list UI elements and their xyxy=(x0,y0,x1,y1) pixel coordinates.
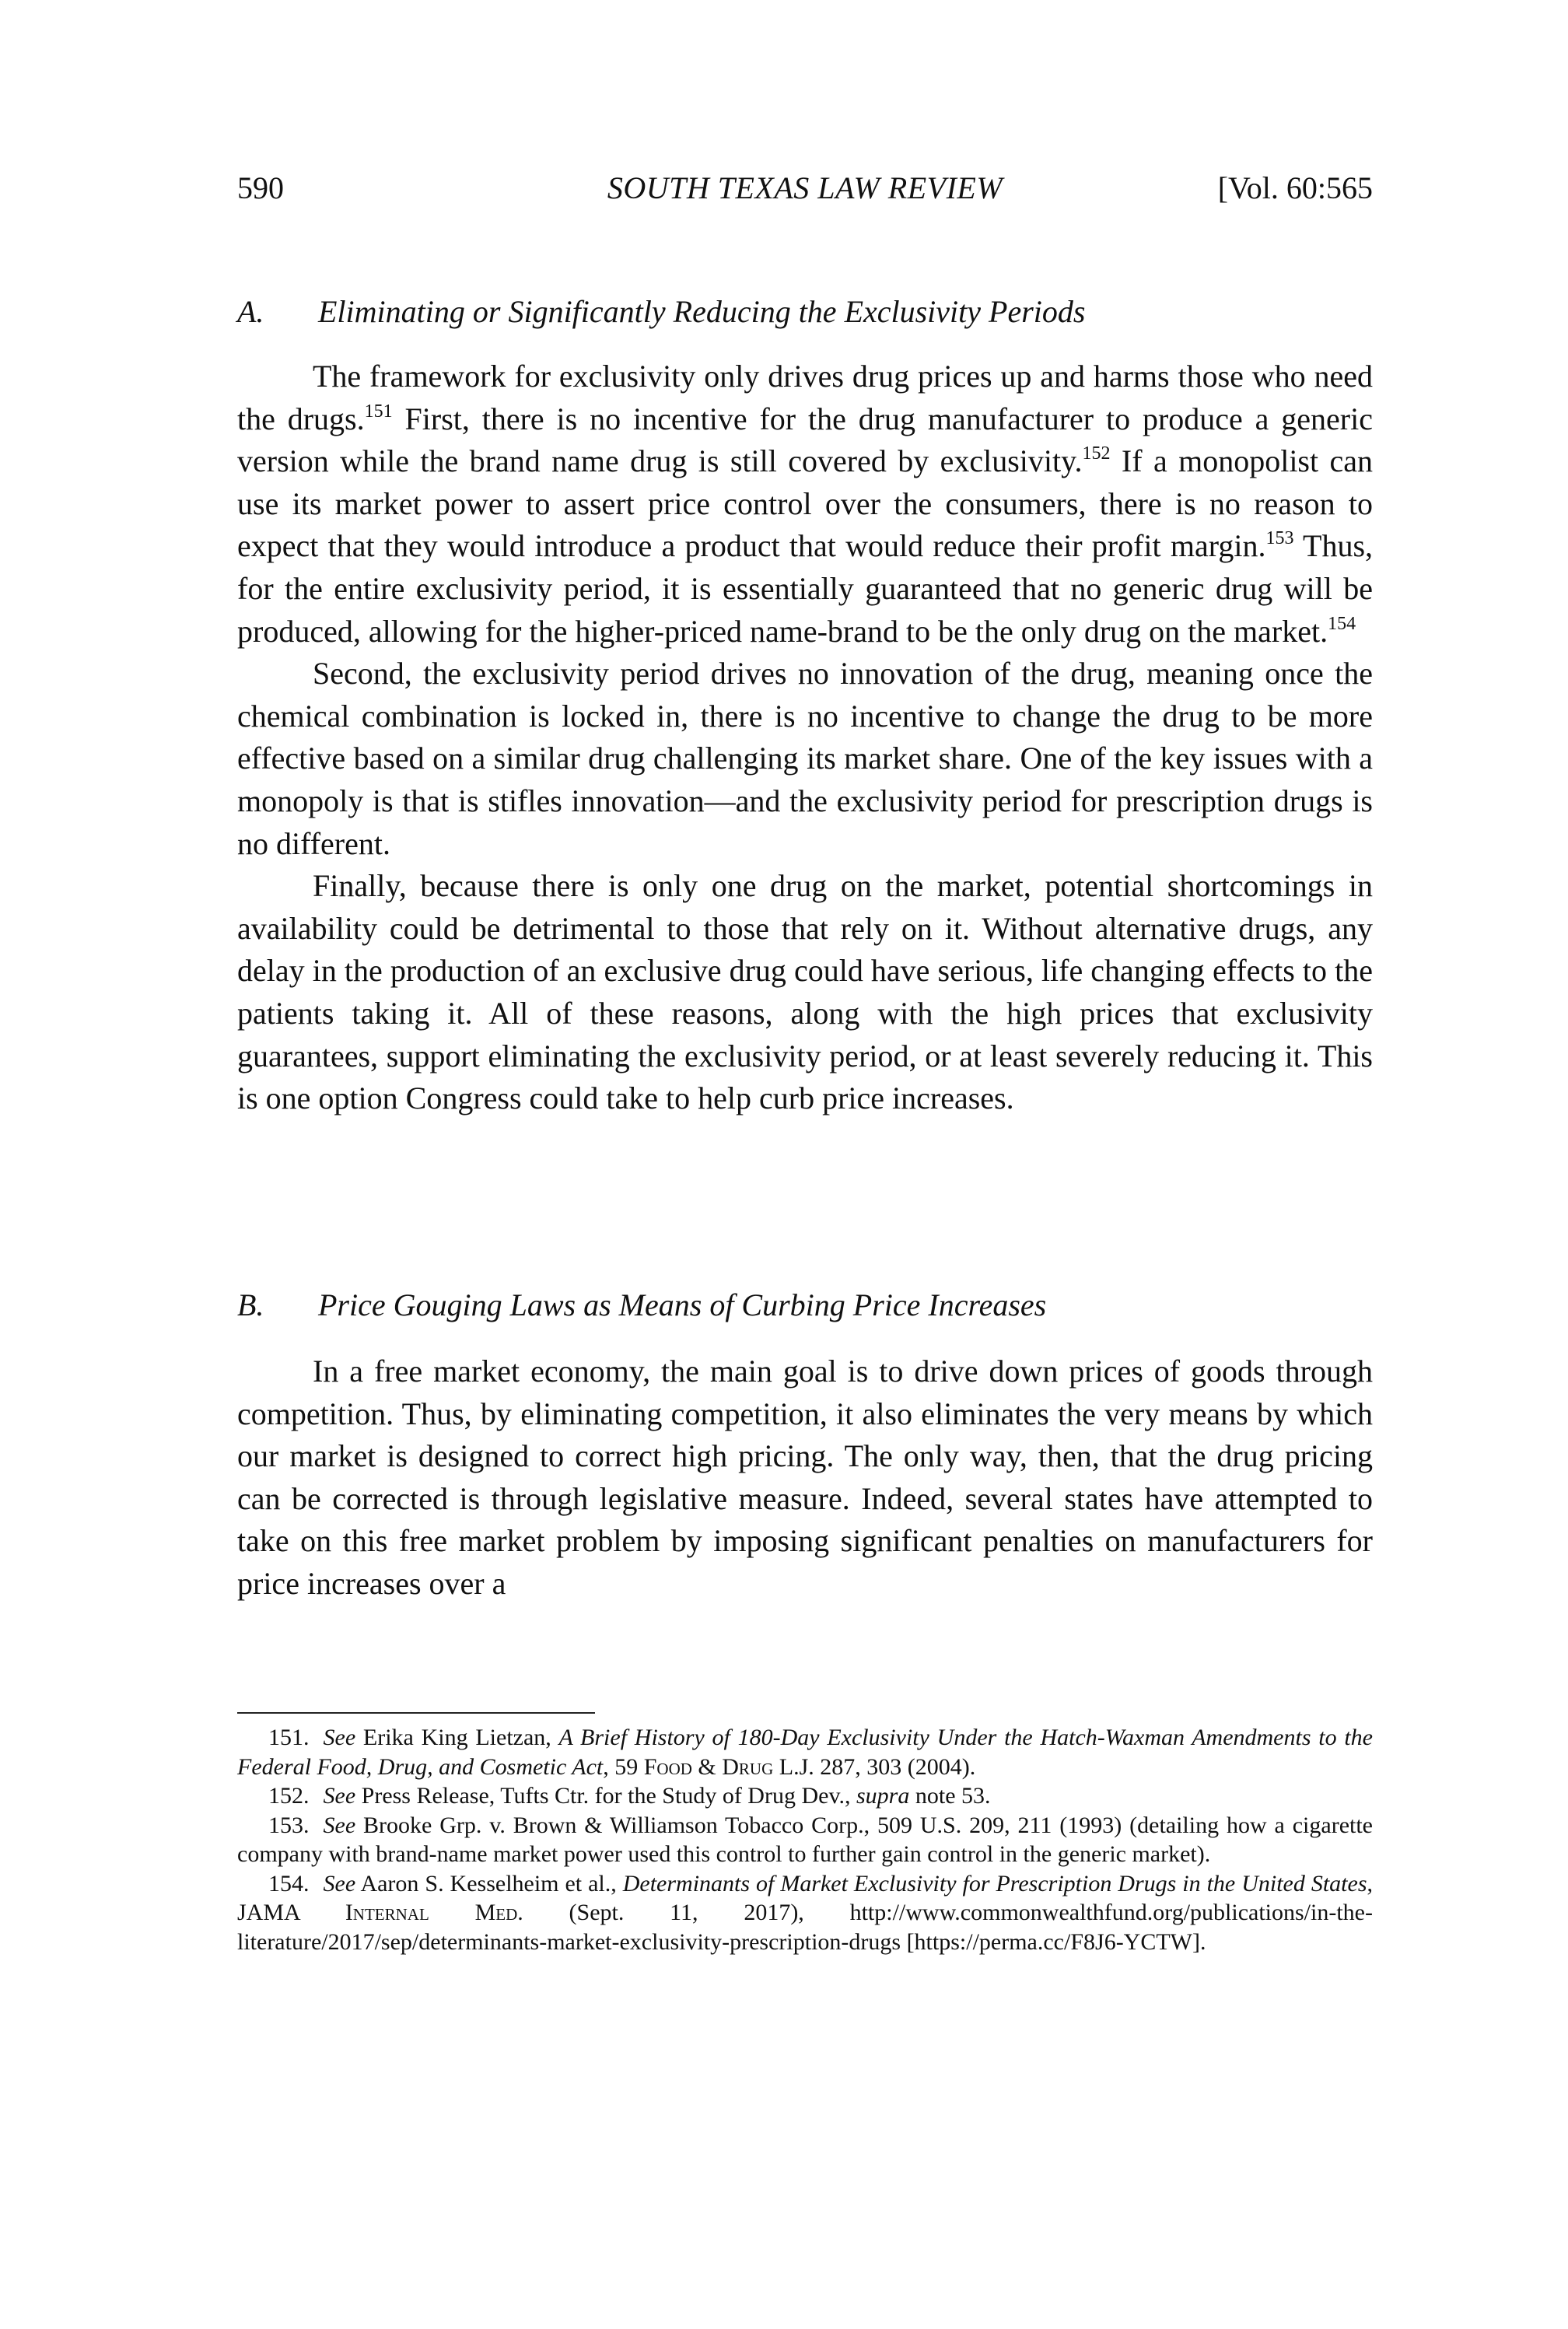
sentence: Thus, for the entire exclusivity period, it is essentially guaranteed that no generic drug will be produced, allowing for the higher-priced name-brand to be the only drug on the market. xyxy=(237,528,1374,649)
paragraph: Finally, because there is only one drug on the market, potential shortcomings in availability could be detrimental to those that rely on it. Without alternative drugs, any delay in the production of an exclusive drug could have serious, life changing effects to the patients taking it. All of these reasons, along with the high prices that exclusivity guarantees, support eliminating the exclusivity period, or at least severely reducing it. This is one option Congress could take to help curb price increases. xyxy=(237,868,1373,1116)
footnote-ref[interactable]: 154 xyxy=(1328,613,1356,634)
footnote-number: 153. xyxy=(268,1812,310,1838)
citation-text: Press Release, Tufts Ctr. for the Study of Drug Dev., xyxy=(355,1783,856,1809)
footnote-ref[interactable]: 151 xyxy=(364,401,393,422)
citation-text: , 59 xyxy=(603,1753,644,1780)
page-number: 590 xyxy=(237,170,284,205)
section-b-letter: B. xyxy=(237,1287,264,1322)
footnote-151 xyxy=(237,1723,1373,1781)
journal-name: Food & Drug xyxy=(643,1753,774,1780)
section-a-body xyxy=(237,355,1373,1120)
section-a-heading xyxy=(237,292,1373,332)
citation-text: , JAMA xyxy=(237,1870,1373,1925)
footnote-number: 151. xyxy=(268,1725,310,1750)
paragraph: Second, the exclusivity period drives no innovation of the drug, meaning once the chemical combination is locked in, there is no incentive to change the drug to be more effective based on a similar drug challenging its market share. One of the key issues with a monopoly is that is stifles innovation—and the exclusivity period for prescription drugs is no different. xyxy=(237,656,1373,861)
journal-name: Internal Med. xyxy=(345,1900,523,1925)
section-a-title: Eliminating or Significantly Reducing the Exclusivity Periods xyxy=(318,294,1086,329)
citation-text: L.J. 287, 303 (2004). xyxy=(773,1753,976,1780)
volume-citation: [Vol. 60:565 xyxy=(1217,170,1373,205)
section-b-heading xyxy=(237,1285,1373,1326)
signal: See xyxy=(323,1812,356,1838)
footnote-ref[interactable]: 153 xyxy=(1265,528,1294,549)
footnote-ref[interactable]: 152 xyxy=(1082,443,1111,464)
footnote-number: 152. xyxy=(268,1783,310,1809)
signal: See xyxy=(323,1783,356,1809)
section-a-letter: A. xyxy=(237,294,264,329)
article-title: A Brief History of 180-Day Exclusivity Under the Hatch-Waxman Amendments to the Federal Food, Drug, and Cosmetic Act xyxy=(237,1725,1373,1780)
signal: See xyxy=(323,1870,356,1896)
sentence: The framework for exclusivity only drives drug prices up and harms those who need the drugs. xyxy=(237,359,1373,436)
paragraph: In a free market economy, the main goal is to drive down prices of goods through competition. Thus, by eliminating competition, it also eliminates the very means by which our market is designed to correct high pricing. The only way, then, that the drug pricing can be corrected is through legislative measure. Indeed, several states have attempted to take on this free market problem by imposing significant penalties on manufacturers for price increases over a xyxy=(237,1354,1373,1601)
footnote-separator xyxy=(237,1712,595,1714)
supra-signal: supra xyxy=(856,1783,910,1809)
footnotes xyxy=(237,1723,1373,1956)
journal-title: SOUTH TEXAS LAW REVIEW xyxy=(607,170,1003,205)
citation-text: note 53. xyxy=(909,1783,991,1809)
running-header xyxy=(237,170,1373,216)
section-b-title: Price Gouging Laws as Means of Curbing Price Increases xyxy=(318,1287,1047,1322)
paragraph xyxy=(237,355,1373,653)
citation-url[interactable]: (Sept. 11, 2017), http://www.commonwealthfund.org/publications/in-the-literature/2017/sep/determinants-market-exclusivity-prescription-drugs [https://perma.cc/F8J6-YCTW]. xyxy=(237,1900,1373,1955)
sentence: If a monopolist can use its market power to assert price control over the consumers, there is no reason to expect that they would introduce a product that would reduce their profit margin. xyxy=(237,443,1373,564)
sentence: First, there is no incentive for the drug manufacturer to produce a generic version while the brand name drug is still covered by exclusivity. xyxy=(237,401,1373,479)
section-b-body xyxy=(237,1350,1373,1606)
author: Aaron S. Kesselheim et al., xyxy=(355,1870,623,1896)
citation-text: Brooke Grp. v. Brown & Williamson Tobacco Corp., 509 U.S. 209, 211 (1993) (detailing how a cigarette company with brand-name market power used this control to further gain control in the generic market). xyxy=(237,1812,1373,1867)
article-title: Determinants of Market Exclusivity for Prescription Drugs in the United States xyxy=(622,1870,1367,1896)
footnote-154 xyxy=(237,1869,1373,1957)
author: Erika King Lietzan, xyxy=(355,1725,559,1750)
footnote-153 xyxy=(237,1811,1373,1869)
signal: See xyxy=(323,1725,356,1750)
footnote-number: 154. xyxy=(268,1870,310,1896)
footnote-152 xyxy=(237,1781,1373,1811)
